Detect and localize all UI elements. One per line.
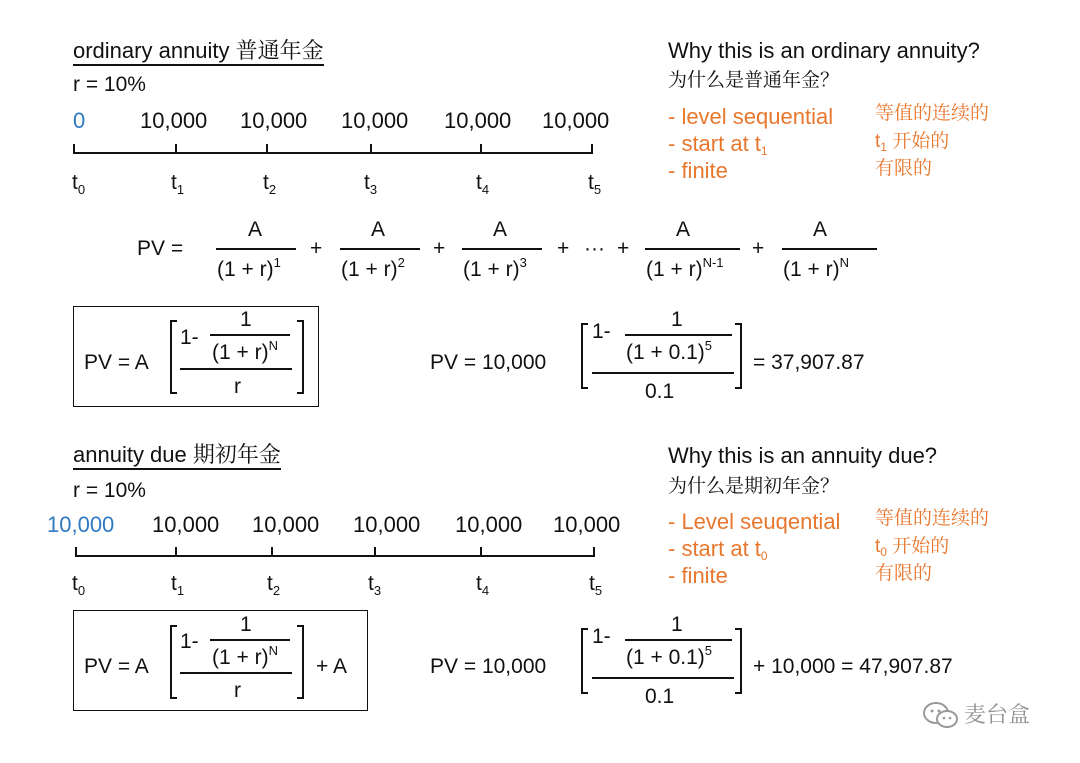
ordinary-formula-left-bracket [170,320,177,394]
ordinary-time-label-1: $t_1$ [171,171,185,197]
due-formula-inner-denominator: $(1 + r)^N$ [212,643,278,669]
due-cashflow-3: 10,000 [353,512,421,537]
ordinary-formula-one-minus: 1- [180,326,199,349]
ordinary-tick-3 [370,144,372,153]
pv-plus-1: + [310,237,323,260]
watermark-text: 麦台盒 [964,702,1031,727]
due-formula-inner-numerator: 1 [240,613,252,636]
ordinary-time-label-5: $t_5$ [588,171,602,197]
due-formula-lhs: PV = A [84,655,149,678]
due-formula-right-bracket [297,625,304,699]
pv-term-n-1-fraction-bar [645,248,740,250]
ordinary-calc-result: = 37,907.87 [753,351,865,374]
ordinary-rate: r = 10% [73,73,146,96]
ordinary-timeline-axis [73,152,593,154]
pv-term-n-numerator: A [813,218,828,241]
due-why-title: Why this is an annuity due? [668,443,938,468]
pv-term-3-denominator: $(1 + r)^3$ [463,255,527,281]
due-tick-0 [75,547,77,556]
ordinary-time-label-2: $t_2$ [263,171,277,197]
ordinary-formula-lhs: PV = A [84,351,149,374]
ordinary-reason-finite-cn: 有限的 [875,158,933,179]
ordinary-annuity-title: ordinary annuity 普通年金 [73,40,324,66]
pv-plus-2: + [433,237,446,260]
due-rate: r = 10% [73,479,146,502]
due-cashflow-4: 10,000 [455,512,523,537]
due-formula-main-bar [180,672,292,674]
due-formula-r: r [234,679,241,702]
due-formula-one-minus: 1- [180,630,199,653]
ordinary-calc-main-bar [592,372,734,374]
due-why-title-cn: 为什么是期初年金？ [668,476,840,497]
due-time-label-0: $t_0$ [72,572,86,598]
ordinary-cashflow-2: 10,000 [240,108,308,133]
ordinary-calc-one-minus: 1- [592,320,611,343]
due-reason-start: - start at t0 [668,536,768,563]
ordinary-formula-inner-numerator: 1 [240,308,252,331]
ordinary-reason-level-cn: 等值的连续的 [875,103,990,124]
pv-ellipsis: ··· [584,237,605,260]
due-time-label-2: $t_2$ [267,572,281,598]
pv-term-n-denominator: $(1 + r)^N$ [783,255,849,281]
pv-term-n-1-numerator: A [676,218,691,241]
ordinary-formula-inner-bar [210,334,290,336]
ordinary-why-title-cn: 为什么是普通年金？ [668,70,840,91]
due-tick-5 [593,547,595,556]
due-calc-rate: 0.1 [645,685,675,708]
due-calc-inner-denominator: $(1 + 0.1)^5$ [626,643,713,669]
ordinary-cashflow-4: 10,000 [444,108,512,133]
due-formula-tail: + A [316,655,347,678]
due-timeline-axis [75,555,595,557]
ordinary-why-title: Why this is an ordinary annuity? [668,38,980,63]
ordinary-cashflow-1: 10,000 [140,108,208,133]
ordinary-tick-1 [175,144,177,153]
ordinary-calc-left-bracket [581,323,588,389]
due-reason-level-cn: 等值的连续的 [875,508,990,529]
ordinary-tick-2 [266,144,268,153]
pv-term-1-fraction-bar [216,248,296,250]
due-formula-inner-bar [210,639,290,641]
due-calc-main-bar [592,677,734,679]
due-calc-inner-numerator: 1 [671,613,683,636]
ordinary-formula-right-bracket [297,320,304,394]
due-calc-right-bracket [735,628,742,694]
ordinary-calc-inner-bar [625,334,732,336]
due-calc-lhs: PV = 10,000 [430,655,547,678]
ordinary-calc-inner-denominator: $(1 + 0.1)^5$ [626,338,713,364]
ordinary-reason-finite: - finite [668,158,728,183]
pv-plus-3: + [557,237,570,260]
due-cashflow-1: 10,000 [152,512,220,537]
ordinary-time-label-3: $t_3$ [364,171,378,197]
ordinary-formula-r: r [234,375,241,398]
ordinary-reason-start-cn: $t_1$ 开始的 [875,131,950,154]
pv-term-1-denominator: $(1 + r)^1$ [217,255,281,281]
due-reason-finite: - finite [668,563,728,588]
due-tick-2 [271,547,273,556]
due-reason-level: - Level seuqential [668,509,841,534]
annuity-due-title: annuity due 期初年金 [73,444,281,470]
pv-term-2-numerator: A [371,218,386,241]
pv-term-3-numerator: A [493,218,508,241]
due-cashflow-5: 10,000 [553,512,621,537]
due-calc-left-bracket [581,628,588,694]
pv-term-3-fraction-bar [462,248,542,250]
due-calc-inner-bar [625,639,732,641]
due-calc-one-minus: 1- [592,625,611,648]
ordinary-tick-5 [591,144,593,153]
due-time-label-3: $t_3$ [368,572,382,598]
due-cashflow-0: 10,000 [47,512,115,537]
pv-term-n-fraction-bar [782,248,877,250]
due-time-label-5: $t_5$ [589,572,603,598]
ordinary-reason-start: - start at t1 [668,131,768,158]
ordinary-formula-main-bar [180,368,292,370]
pv-term-n-1-denominator: $(1 + r)^{N-1}$ [646,255,724,281]
ordinary-cashflow-5: 10,000 [542,108,610,133]
ordinary-cashflow-3: 10,000 [341,108,409,133]
due-tick-3 [374,547,376,556]
ordinary-tick-0 [73,144,75,153]
ordinary-time-label-0: $t_0$ [72,171,86,197]
ordinary-tick-4 [480,144,482,153]
pv-plus-4: + [617,237,630,260]
pv-term-2-denominator: $(1 + r)^2$ [341,255,405,281]
due-reason-finite-cn: 有限的 [875,563,933,584]
due-tick-4 [480,547,482,556]
due-time-label-1: $t_1$ [171,572,185,598]
chat-bubbles-icon [922,700,960,732]
pv-plus-5: + [752,237,765,260]
due-tick-1 [175,547,177,556]
due-cashflow-2: 10,000 [252,512,320,537]
ordinary-formula-inner-denominator: $(1 + r)^N$ [212,338,278,364]
pv-term-2-fraction-bar [340,248,420,250]
ordinary-calc-inner-numerator: 1 [671,308,683,331]
pv-term-1-numerator: A [248,218,263,241]
pv-series-lhs: PV = [137,237,184,260]
ordinary-time-label-4: $t_4$ [476,171,490,197]
ordinary-calc-lhs: PV = 10,000 [430,351,547,374]
ordinary-reason-level: - level sequential [668,104,834,129]
ordinary-cashflow-0: 0 [73,108,86,133]
ordinary-calc-rate: 0.1 [645,380,675,403]
due-time-label-4: $t_4$ [476,572,490,598]
due-calc-result: + 10,000 = 47,907.87 [753,655,953,678]
due-reason-start-cn: $t_0$ 开始的 [875,536,950,559]
due-formula-left-bracket [170,625,177,699]
ordinary-calc-right-bracket [735,323,742,389]
